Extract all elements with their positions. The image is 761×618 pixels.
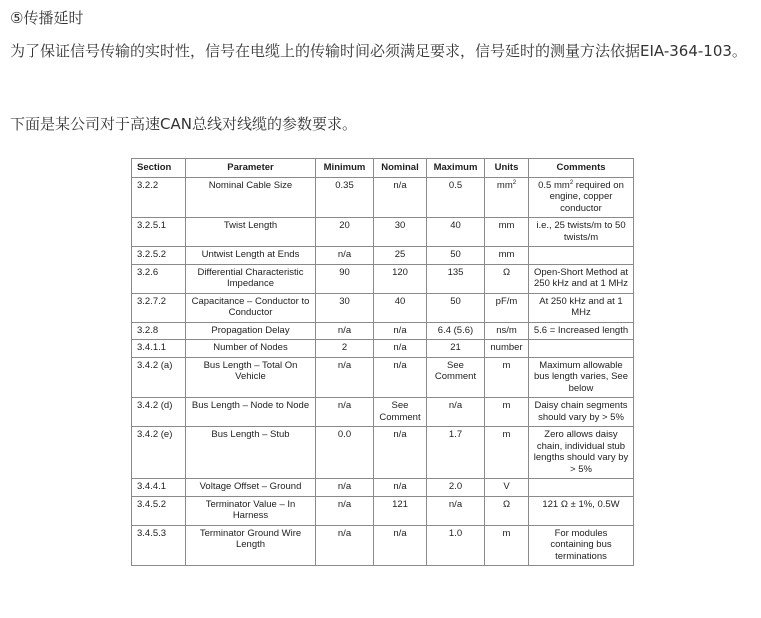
cell-section: 3.2.2: [132, 177, 186, 218]
cell-minimum: 0.35: [316, 177, 374, 218]
cell-maximum: See Comment: [427, 357, 485, 398]
cell-units: m: [485, 427, 529, 479]
cell-comments: [529, 479, 634, 497]
cell-minimum: n/a: [316, 479, 374, 497]
cell-maximum: 21: [427, 340, 485, 358]
cell-minimum: n/a: [316, 357, 374, 398]
cell-comments: Open-Short Method at 250 kHz and at 1 MHz: [529, 264, 634, 293]
cell-minimum: 20: [316, 218, 374, 247]
cell-section: 3.4.5.2: [132, 496, 186, 525]
cell-maximum: 1.7: [427, 427, 485, 479]
cell-units: V: [485, 479, 529, 497]
table-row: [132, 218, 634, 247]
cell-minimum: n/a: [316, 496, 374, 525]
table-row: [132, 479, 634, 497]
cell-section: 3.2.5.1: [132, 218, 186, 247]
section-heading: ⑤传播延时: [10, 9, 84, 27]
cell-section: 3.2.7.2: [132, 293, 186, 322]
cell-comments: [529, 247, 634, 265]
cell-nominal: 120: [374, 264, 427, 293]
cell-comments: Zero allows daisy chain, individual stub lengths should vary by > 5%: [529, 427, 634, 479]
table-header-row: [132, 159, 634, 178]
cell-units: mm: [485, 218, 529, 247]
header-comments: Comments: [529, 159, 634, 178]
cell-comments: i.e., 25 twists/m to 50 twists/m: [529, 218, 634, 247]
header-units: Units: [485, 159, 529, 178]
cell-section: 3.4.4.1: [132, 479, 186, 497]
table-row: [132, 264, 634, 293]
cell-minimum: n/a: [316, 247, 374, 265]
cell-maximum: 50: [427, 293, 485, 322]
cell-minimum: 2: [316, 340, 374, 358]
cell-minimum: n/a: [316, 398, 374, 427]
cell-units: mm: [485, 247, 529, 265]
table-row: [132, 357, 634, 398]
header-maximum: Maximum: [427, 159, 485, 178]
cell-parameter: Capacitance – Conductor to Conductor: [186, 293, 316, 322]
table-row: [132, 525, 634, 566]
cell-nominal: n/a: [374, 322, 427, 340]
cell-section: 3.2.5.2: [132, 247, 186, 265]
cell-units: m: [485, 357, 529, 398]
cell-minimum: 30: [316, 293, 374, 322]
table-row: [132, 247, 634, 265]
cell-section: 3.2.6: [132, 264, 186, 293]
cell-nominal: 25: [374, 247, 427, 265]
cell-parameter: Bus Length – Total On Vehicle: [186, 357, 316, 398]
cell-nominal: n/a: [374, 479, 427, 497]
table-intro-paragraph: 下面是某公司对于高速CAN总线对线缆的参数要求。: [10, 115, 357, 133]
cell-minimum: n/a: [316, 525, 374, 566]
cell-parameter: Nominal Cable Size: [186, 177, 316, 218]
cell-minimum: 0.0: [316, 427, 374, 479]
cell-parameter: Voltage Offset – Ground: [186, 479, 316, 497]
cell-maximum: 50: [427, 247, 485, 265]
cell-comments: 0.5 $mm^2$ required on engine, copper conductor: [529, 177, 634, 218]
cell-section: 3.4.1.1: [132, 340, 186, 358]
cell-comments: Maximum allowable bus length varies, See below: [529, 357, 634, 398]
cell-nominal: n/a: [374, 177, 427, 218]
cell-parameter: Differential Characteristic Impedance: [186, 264, 316, 293]
table-row: [132, 322, 634, 340]
intro-paragraph: 为了保证信号传输的实时性，信号在电缆上的传输时间必须满足要求，信号延时的测量方法依据EIA-364-103。: [10, 42, 747, 60]
cell-nominal: 40: [374, 293, 427, 322]
cell-comments: 5.6 = Increased length: [529, 322, 634, 340]
cell-units: $mm^2$: [485, 177, 529, 218]
cell-maximum: 0.5: [427, 177, 485, 218]
cell-section: 3.4.5.3: [132, 525, 186, 566]
cell-nominal: 30: [374, 218, 427, 247]
cell-comments: Daisy chain segments should vary by > 5%: [529, 398, 634, 427]
cell-comments: At 250 kHz and at 1 MHz: [529, 293, 634, 322]
cell-comments: For modules containing bus terminations: [529, 525, 634, 566]
cell-section: 3.4.2 (a): [132, 357, 186, 398]
cell-parameter: Twist Length: [186, 218, 316, 247]
cell-parameter: Terminator Value – In Harness: [186, 496, 316, 525]
cell-parameter: Bus Length – Node to Node: [186, 398, 316, 427]
cell-section: 3.2.8: [132, 322, 186, 340]
cell-nominal: n/a: [374, 525, 427, 566]
cell-comments: [529, 340, 634, 358]
can-cable-parameter-table: [131, 158, 634, 566]
cell-parameter: Number of Nodes: [186, 340, 316, 358]
cell-maximum: n/a: [427, 398, 485, 427]
table-row: [132, 496, 634, 525]
cell-units: Ω: [485, 496, 529, 525]
cell-parameter: Propagation Delay: [186, 322, 316, 340]
cell-units: m: [485, 398, 529, 427]
cell-parameter: Bus Length – Stub: [186, 427, 316, 479]
cell-nominal: n/a: [374, 427, 427, 479]
cell-section: 3.4.2 (e): [132, 427, 186, 479]
cell-minimum: 90: [316, 264, 374, 293]
header-parameter: Parameter: [186, 159, 316, 178]
header-nominal: Nominal: [374, 159, 427, 178]
cell-units: number: [485, 340, 529, 358]
table-row: [132, 177, 634, 218]
table-row: [132, 427, 634, 479]
cell-nominal: 121: [374, 496, 427, 525]
cell-nominal: n/a: [374, 340, 427, 358]
cell-nominal: n/a: [374, 357, 427, 398]
cell-maximum: 40: [427, 218, 485, 247]
header-minimum: Minimum: [316, 159, 374, 178]
cell-units: pF/m: [485, 293, 529, 322]
cell-maximum: 1.0: [427, 525, 485, 566]
cell-nominal: See Comment: [374, 398, 427, 427]
header-section: Section: [132, 159, 186, 178]
table-row: [132, 398, 634, 427]
cell-units: ns/m: [485, 322, 529, 340]
cell-units: m: [485, 525, 529, 566]
cell-parameter: Untwist Length at Ends: [186, 247, 316, 265]
cell-section: 3.4.2 (d): [132, 398, 186, 427]
cell-minimum: n/a: [316, 322, 374, 340]
table-row: [132, 293, 634, 322]
cell-units: Ω: [485, 264, 529, 293]
cell-maximum: n/a: [427, 496, 485, 525]
cell-parameter: Terminator Ground Wire Length: [186, 525, 316, 566]
table-row: [132, 340, 634, 358]
cell-comments: 121 Ω ± 1%, 0.5W: [529, 496, 634, 525]
cell-maximum: 135: [427, 264, 485, 293]
cell-maximum: 2.0: [427, 479, 485, 497]
cell-maximum: 6.4 (5.6): [427, 322, 485, 340]
